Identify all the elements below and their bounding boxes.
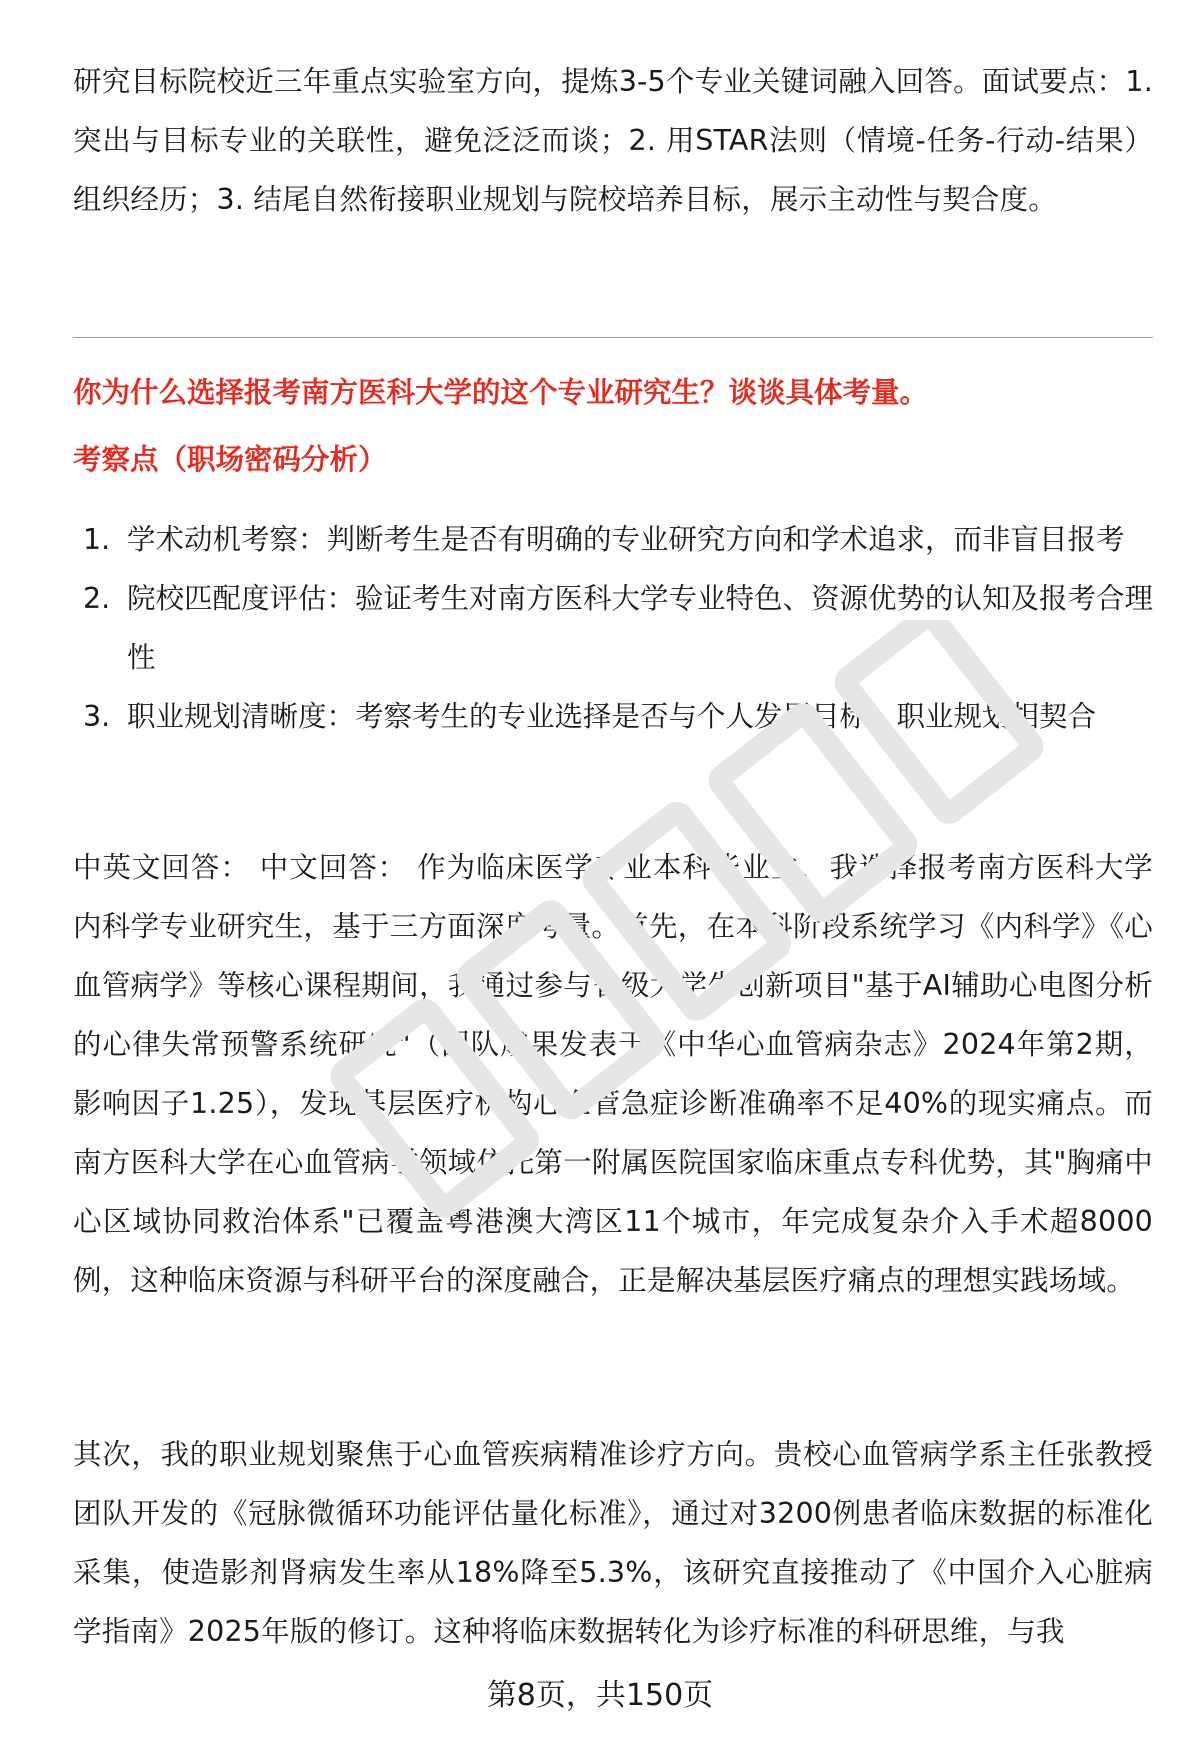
list-item-text: 职业规划清晰度：考察考生的专业选择是否与个人发展目标、职业规划相契合	[127, 700, 1097, 733]
list-item-number: 3.	[83, 700, 111, 733]
page-footer: 第8页，共150页	[486, 1678, 714, 1713]
list-item-number: 1.	[83, 523, 111, 556]
second-paragraph: 其次，我的职业规划聚焦于心血管疾病精准诊疗方向。贵校心血管病学系主任张教授团队开发的《冠脉微循环功能评估量化标准》，通过对3200例患者临床数据的标准化采集，使造影剂肾病发生率从18%降至5.3%，该研究直接推动了《中国介入心脏病学指南》2025年版的修订。这种将临床数据转化为诊疗标准的科研思维，与我	[73, 1438, 1153, 1648]
question-heading: 你为什么选择报考南方医科大学的这个专业研究生？谈谈具体考量。	[73, 376, 929, 409]
answer-paragraph: 中英文回答： 中文回答： 作为临床医学专业本科毕业生，我选择报考南方医科大学内科学专业研究生，基于三方面深度考量。首先，在本科阶段系统学习《内科学》《心血管病学》等核心课程期间，我通过参与省级大学生创新项目"基于AI辅助心电图分析的心律失常预警系统研究"（团队成果发表于《中华心血管病杂志》2024年第2期，影响因子1.25），发现基层医疗机构心血管急症诊断准确率不足40%的现实痛点。而南方医科大学在心血管病学领域依托第一附属医院国家临床重点专科优势，其"胸痛中心区域协同救治体系"已覆盖粤港澳大湾区11个城市，年完成复杂介入手术超8000例，这种临床资源与科研平台的深度融合，正是解决基层医疗痛点的理想实践场域。	[73, 851, 1153, 1297]
list-item-text: 院校匹配度评估：验证考生对南方医科大学专业特色、资源优势的认知及报考合理性	[127, 582, 1154, 674]
exam-points-list	[73, 510, 1153, 746]
section-divider	[73, 337, 1153, 338]
list-item-text: 学术动机考察：判断考生是否有明确的专业研究方向和学术追求，而非盲目报考	[127, 523, 1125, 556]
exam-points-title: 考察点（职场密码分析）	[73, 443, 387, 476]
intro-paragraph: 研究目标院校近三年重点实验室方向，提炼3-5个专业关键词融入回答。面试要点：1. 突出与目标专业的关联性，避免泛泛而谈；2. 用STAR法则（情境-任务-行动-结果）组织经历；3. 结尾自然衔接职业规划与院校培养目标，展示主动性与契合度。	[73, 65, 1153, 216]
list-item	[73, 510, 1153, 569]
list-item	[73, 569, 1153, 687]
list-item-number: 2.	[83, 582, 111, 615]
list-item	[73, 687, 1153, 746]
